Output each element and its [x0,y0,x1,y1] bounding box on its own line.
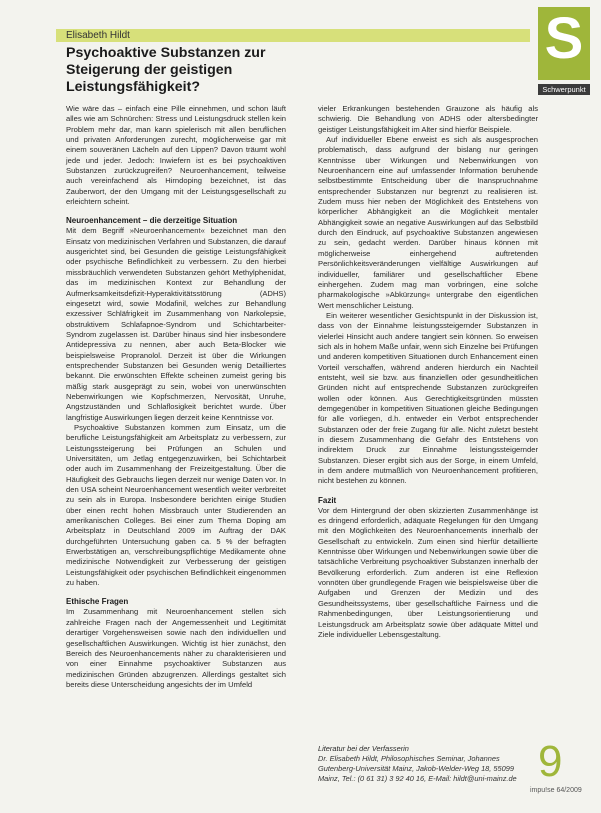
intro-paragraph: Wie wäre das – einfach eine Pille einnehmen, und schon läuft alles wie am Schnürchen: Stress und Leistungsdruck stellen kein Problem mehr dar, man kann spielerisch mit allen beruflichen und privaten Anforderungen zurecht, möglicherweise gar mit einem souveränen Lächeln auf den Lippen? Davon träumt wohl jede und jeder. Jedoch: Inwiefern ist es bei psychoaktiven Substanzen zurückzugreifen? Neuroenhancement, teilweise auch vereinfachend als Hirndoping bezeichnet, ist das Zauberwort, der den Umgang mit der Leistungsgesellschaft zu erleichtern scheint. [66,104,286,207]
author-name: Elisabeth Hildt [66,30,130,41]
section-heading: Neuroenhancement – die derzeitige Situation [66,216,238,226]
section-heading: Ethische Fragen [66,597,129,607]
column-left [66,104,286,690]
section-heading: Fazit [318,495,337,505]
literature-note: Literatur bei der Verfasserin [318,744,409,753]
column-right [318,104,538,640]
body-paragraph: Im Zusammenhang mit Neuroenhancement stellen sich zahlreiche Fragen nach der Angemessenheit und Legitimität derartiger Vorgehensweisen sowie nach den individuellen und gesellschaftlichen Auswirkungen. Wichtig ist hier zunächst, den Bereich des Neuroenhancements näher zu charakterisieren und von einer Einnahme psychoaktiver Substanzen aus medizinischen Gründen abzugrenzen. Allerdings gestaltet sich bereits diese Unterscheidung angesichts der im Umfeld [66,607,286,689]
article-title: Psychoaktive Substanzen zur Steigerung der geistigen Leistungsfähigkeit? [66,45,266,95]
section-label: Schwerpunkt [538,84,590,95]
body-paragraph: Auf individueller Ebene erweist es sich als ausgesprochen problematisch, dass aufgrund der bislang nur geringen Kenntnisse über Wirkungen und Nebenwirkungen von Neuroenhancern eine auf umfassender Information beruhende selbstbestimmte Entscheidung über die Inanspruchnahme entsprechender Substanzen nur begrenzt zu realisieren ist. Zudem muss hier neben der Möglichkeit des Entstehens von körperlicher Abhängigkeit an die Möglichkeit mentaler Abhängigkeit sowie an negative Auswirkungen auf das Selbstbild durch den Eindruck, auf psychoaktive Substanzen angewiesen zu sein, gedacht werden. Darüber hinaus können mit möglicherweise einhergehend auftretenden Persönlichkeitsveränderungen vielfältige Auswirkungen auf individueller, familiärer und gesellschaftlicher Ebene einhergehen. Zudem mag man vorbringen, eine solche pharmakologische »Abkürzung« untergrabe den eigentlichen Wert menschlicher Leistung. [318,135,538,310]
body-paragraph: Vor dem Hintergrund der oben skizzierten Zusammenhänge ist es dringend erforderlich, adäquate Regelungen für den Umgang mit den Möglichkeiten des Neuroenhancements innerhalb der Gesellschaft zu entwickeln. Zum einen sind hierfür detaillierte Kenntnisse über Wirkungen und Nebenwirkungen sowie über die tatsächliche Verbreitung psychoaktiver Substanzen innerhalb der Bevölkerung erforderlich. Zum anderen ist eine Reflexion vonnöten über grundlegende Fragen wie beispielsweise über die Aufgaben und Grenzen der Medizin und des Gesundheitssystems, über gesellschaftliche Fairness und die Rahmenbedingungen, über Leistungsorientierung und Leistungsdruck am Arbeitsplatz sowie über adäquate Mittel und Ziele individueller Lebensgestaltung. [318,505,538,639]
body-paragraph: Ein weiterer wesentlicher Gesichtspunkt in der Diskussion ist, dass von der Einnahme leistungssteigernder Substanzen in vielerlei Hinsicht auch andere tangiert sein können. So erweisen sich als in hohem Maße unfair, wenn sich Einzelne bei Prüfungen und anderen kompetitiven Situationen durch Enhancement einen Vorteil verschaffen, während anderen hierdurch ein Nachteil entsteht, weil sie bzw. aus finanziellen oder gesundheitlichen Gründen nicht auf entsprechende Substanzen zurückgreifen wollen oder können. Aus Gerechtigkeitsgründen müssten demgegenüber in kompetitiven Situationen gleiche Bedingungen für alle vorliegen, d.h. entweder ein Verbot entsprechender Substanzen oder der freie Zugang für alle. Nicht zuletzt besteht in diesem Zusammenhang die Gefahr des Entstehens von indirektem Druck zur Einnahme leistungssteigernder Substanzen. Dieser ergibt sich aus der Sorge, in einem Umfeld, in dem andere mutmaßlich von Neuroenhancement profitieren, nicht bestehen zu können. [318,310,538,486]
body-paragraph: Psychoaktive Substanzen kommen zum Einsatz, um die berufliche Leistungsfähigkeit am Arbeitsplatz zu verbessern, zur Leistungssteigerung bei Prüfungen an Schulen und Universitäten, um Jetlag entgegenzuwirken, bei Schichtarbeit oder auch im Zusammenhang der Freizeitgestaltung. Über die Häufigkeit des Gebrauchs liegen derzeit nur wenige Daten vor. In den USA scheint Neuroenhancement wesentlich weiter verbreitet zu sein als in Europa. Insbesondere berichten einige Studien über einen recht hohen Missbrauch unter Studierenden an amerikanischen Colleges. Bei einer zum Thema Doping am Arbeitsplatz in Deutschland 2009 im Auftrag der DAK durchgeführten Untersuchung gaben ca. 5 % der befragten Erwerbstätigen an, verschreibungspflichtige Medikamente ohne medizinische Notwendigkeit zur Verbesserung der geistigen Leistungsfähigkeit oder psychischen Befindlichkeit eingenommen zu haben. [66,422,286,588]
footer-issue: impu!se 64/2009 [530,787,582,794]
section-logo-letter: S [544,6,584,71]
author-contact [318,744,533,784]
author-address: Dr. Elisabeth Hildt, Philosophisches Seminar, Johannes Gutenberg-Universität Mainz, Jakob-Welder-Weg 18, 55099 Mainz, Tel.: (0 61 31) 3 92 40 16, E-Mail: hildt@uni-mainz.de [318,754,517,783]
page-number: 9 [538,737,563,786]
body-paragraph: vieler Erkrankungen bestehenden Grauzone als häufig als schwierig. Die Behandlung von ADHS oder altersbedingter geistiger Leistungsfähigkeit im Alter sind hierfür Beispiele. [318,104,538,134]
body-paragraph: Mit dem Begriff »Neuroenhancement« bezeichnet man den Einsatz von medizinischen Verfahren und Substanzen, die darauf ausgerichtet sind, bei Gesunden die geistige Leistungsfähigkeit oder psychische Befindlichkeit zu verbessern. Zu den hierbei missbräuchlich verwendeten Substanzen gehört Methylphenidat, das im medizinischen Kontext zur Behandlung der Aufmerksamkeitsdefizit-Hyperaktivitätsstörung (ADHS) eingesetzt wird, sowie Modafinil, welches zur Behandlung exzessiver Schläfrigkeit im Zusammenhang von Narkolepsie, obstruktivem Schlafapnoe-Syndrom und Schichtarbeiter-Syndrom zugelassen ist. Darüber hinaus sind hier insbesondere Antidepressiva zu nennen, aber auch Beta-Blocker wie beispielsweise Propranolol. Derzeit ist über die Wirkungen entsprechender Substanzen bei Gesunden wenig Detailliertes bekannt. Die erwünschten Effekte scheinen zumeist gering bis mäßig stark ausgeprägt zu sein, wobei von unerwünschten Nebenwirkungen wie Kopfschmerzen, Nervosität, Unruhe, Angstzuständen und Schlaflosigkeit berichtet wurde. Über langfristige Auswirkungen liegen derzeit keine Kenntnisse vor. [66,226,286,422]
